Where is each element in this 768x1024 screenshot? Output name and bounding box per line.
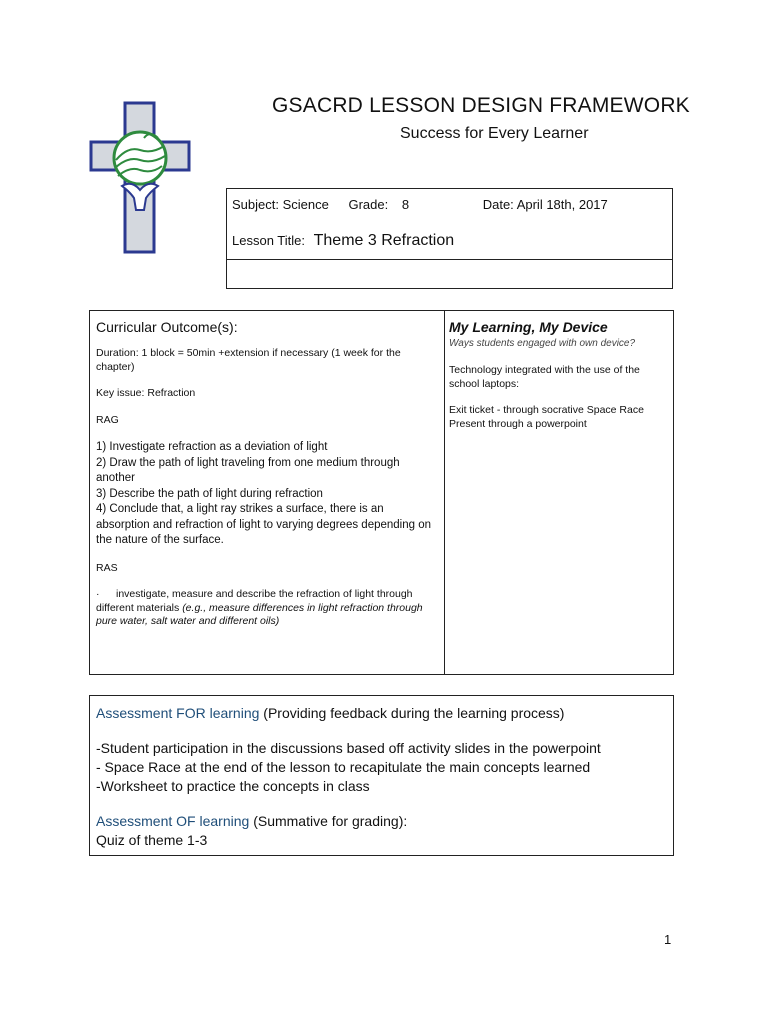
my-learning-heading: My Learning, My Device	[449, 319, 608, 335]
objective-item: 4) Conclude that, a light ray strikes a surface, there is an absorption and refraction of light to varying degrees depending on the nature of the surface.	[96, 503, 432, 546]
lesson-info-box	[226, 188, 673, 289]
objectives-list	[96, 440, 438, 549]
technology-text: Technology integrated with the use of the school laptops:	[449, 364, 640, 390]
assessment-of-item: Quiz of theme 1-3	[96, 832, 208, 848]
curricular-outcomes-heading: Curricular Outcome(s):	[96, 319, 238, 335]
curricular-outcomes-column	[96, 319, 438, 642]
document-subtitle: Success for Every Learner	[400, 125, 589, 142]
subject-label: Subject:	[232, 197, 279, 212]
school-cross-logo	[88, 100, 192, 256]
subject-value: Science	[282, 197, 329, 212]
grade-value: 8	[401, 197, 410, 212]
spacer	[96, 723, 667, 739]
column-divider	[444, 311, 445, 674]
my-learning-subheading: Ways students engaged with own device?	[449, 338, 636, 349]
document-title: GSACRD LESSON DESIGN FRAMEWORK	[272, 94, 690, 117]
spacer	[96, 796, 667, 812]
objective-item: 1) Investigate refraction as a deviation of light	[96, 441, 328, 453]
assessment-for-heading	[96, 704, 667, 723]
objective-item: 2) Draw the path of light traveling from one medium through another	[96, 456, 400, 484]
date-value: April 18th, 2017	[516, 197, 608, 212]
assessment-for-label: Assessment FOR learning	[96, 705, 260, 721]
key-issue-text: Key issue: Refraction	[96, 387, 196, 399]
lesson-title-label: Lesson Title:	[232, 233, 305, 248]
ras-item	[96, 588, 438, 629]
assessment-of-desc: (Summative for grading):	[253, 813, 408, 829]
lesson-title-row	[232, 232, 454, 250]
assessment-of-label: Assessment OF learning	[96, 813, 250, 829]
assessment-box	[89, 695, 674, 856]
outcomes-table	[89, 310, 674, 675]
info-divider	[227, 259, 672, 260]
ras-example: (e.g., measure differences in light refraction through pure water, salt water and different oils)	[96, 601, 423, 627]
ras-text: investigate, measure and describe the refraction of light through different materials	[96, 588, 413, 614]
present-text: Present through a powerpoint	[449, 417, 587, 430]
assessment-of-heading	[96, 812, 667, 831]
objective-item: 3) Describe the path of light during refraction	[96, 487, 323, 500]
lesson-title-value: Theme 3 Refraction	[313, 232, 455, 249]
date-label: Date:	[482, 197, 514, 212]
duration-text: Duration: 1 block = 50min +extension if necessary (1 week for the chapter)	[96, 347, 401, 373]
subject-grade-date-row	[232, 197, 608, 212]
ras-label: RAS	[96, 561, 118, 574]
rag-label: RAG	[96, 413, 119, 426]
exit-ticket-text: Exit ticket - through socrative Space Race	[449, 404, 644, 416]
assessment-for-desc: (Providing feedback during the learning process)	[263, 705, 565, 721]
assessment-item: -Worksheet to practice the concepts in class	[96, 778, 370, 794]
page-number: 1	[664, 932, 672, 947]
assessment-item: - Space Race at the end of the lesson to recapitulate the main concepts learned	[96, 759, 591, 775]
bullet-marker: ·	[96, 588, 100, 600]
assessment-item: -Student participation in the discussions based off activity slides in the powerpoint	[96, 740, 601, 756]
grade-label: Grade:	[348, 197, 389, 212]
my-learning-column	[449, 319, 671, 444]
